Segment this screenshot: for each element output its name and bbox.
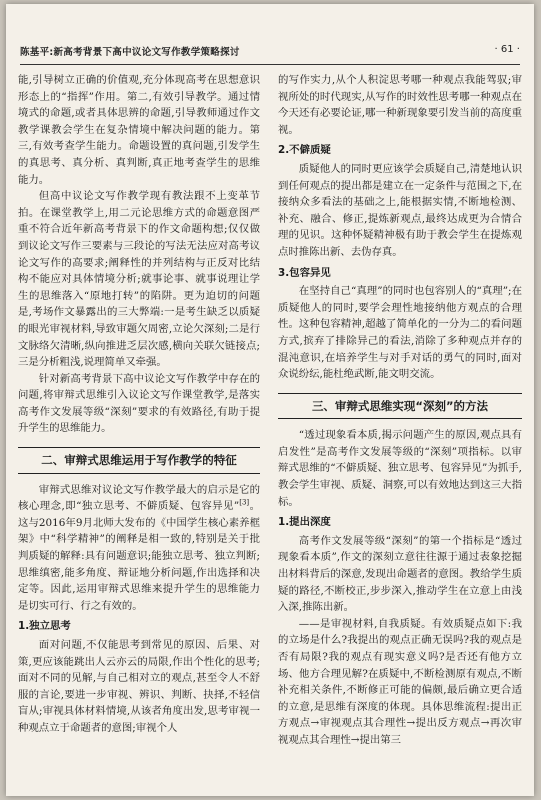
page-number: · 61 · bbox=[494, 44, 520, 55]
paragraph: 高考作文发展等级“深刻”的第一个指标是“透过现象看本质”,作文的深刻立意往往源于通过表象挖掘出材料背后的深意,发现出命题者的意图。教给学生质疑的路径,不断校正,步步深入,推动学生在立意上由浅入深,推陈出新。 bbox=[278, 534, 522, 614]
left-column bbox=[18, 72, 260, 786]
subsection-heading: 2.不僻质疑 bbox=[278, 144, 331, 157]
paragraph: 在坚持自己“真理”的同时也包容别人的“真理”;在质疑他人的同时,要学会理性地接纳他方观点的合理性。这种包容精神,超越了简单化的一分为二的看问题方式,摈弃了排除异己的看法,消除了多种观点并存的混沌意识,在培养学生与对手对话的勇气的同时,面对众说纷纭,能杜绝武断,能文明交流。 bbox=[278, 285, 522, 381]
section-heading: 二、审辩式思维运用于写作教学的特征 bbox=[18, 447, 260, 474]
paragraph: 的写作实力,从个人积淀思考哪一种观点我能驾驭;审视所处的时代现实,从写作的时效性思考哪一种观点在今天还有必要论证,哪一种新现象要引发当前的高度重视。 bbox=[278, 74, 522, 136]
running-title: 陈基平:新高考背景下高中议论文写作教学策略探讨 bbox=[20, 47, 240, 58]
paragraph: 能,引导树立正确的价值观,充分体现高考在思想意识形态上的“指挥”作用。第二,有效引导教学。通过情境式的命题,或者具体思辨的命题,引导教师通过作文教学课教会学生在复杂情境中解决问题的能力。第三,有效考查学生能力。命题设置的真问题,引发学生的真思考、真分析、真判断,真正地考查学生的思维能力。 bbox=[18, 74, 260, 186]
subsection-heading: 1.提出深度 bbox=[278, 516, 331, 529]
journal-page bbox=[6, 4, 534, 796]
running-header bbox=[20, 42, 520, 65]
paragraph: 质疑他人的同时更应该学会质疑自己,清楚地认识到任何观点的提出都是建立在一定条件与范围之下,在接纳众多看法的基础之上,能根据实情,不断地检测、补充、融合、修正,提炼新观点,最终达成更为合情合理的见识。这种怀疑精神极有助于教会学生在提炼观点时推陈出新、去伪存真。 bbox=[278, 162, 522, 258]
right-column bbox=[278, 72, 522, 786]
subsection-heading: 1.独立思考 bbox=[18, 620, 71, 633]
paragraph-text: 审辩式思维对议论文写作教学最大的启示是它的核心理念,即“独立思考、不僻质疑、包容异见” bbox=[18, 483, 260, 513]
subsection-heading: 3.包容异见 bbox=[278, 266, 331, 279]
section-heading: 三、审辩式思维实现“深刻”的方法 bbox=[278, 393, 522, 420]
paragraph-text: 。这与2016年9月北师大发布的《中国学生核心素养框架》中“科学精神”的阐释是相一致的,特别是关于批判质疑的解释:具有问题意识;能独立思考、独立判断;思维缜密,能多角度、辩证地分析问题,作出选择和决定等。因此,运用审辩式思维来提升学生的思维能力是切实可行、行之有效的。 bbox=[18, 500, 260, 612]
paragraph: ——是审视材料,自我质疑。有效质疑点如下:我的立场是什么?我提出的观点正确无误吗?我的观点是否有局限?我的观点有现实意义吗?是否还有他方立场、他方合理见解?在质疑中,不断检测原有观点,不断补充相关条件,不断修正可能的偏颇,最后确立更合适的立意,是思维有深度的体现。具体思维流程:提出正方观点→审视观点其合理性→提出反方观点→再次审视观点其合理性→提出第三 bbox=[278, 617, 522, 746]
citation-ref: [3] bbox=[239, 498, 250, 507]
paragraph: “透过现象看本质,揭示问题产生的原因,观点具有启发性”是高考作文发展等级的“深刻”项指标。以审辩式思维的“不僻质疑、独立思考、包容异见”为抓手,教会学生审视、质疑、洞察,可以有效地达到这三大指标。 bbox=[278, 429, 522, 508]
paragraph bbox=[18, 482, 260, 615]
paragraph: 针对新高考背景下高中议论文写作教学中存在的问题,将审辩式思维引入议论文写作课堂教学,是落实高考作文发展等级“深刻”要求的有效路径,有助于提升学生的思维能力。 bbox=[18, 372, 260, 435]
paragraph: 面对问题,不仅能思考到常见的原因、后果、对策,更应该能跳出人云亦云的局限,作出个性化的思考;面对不同的见解,与自己相对立的观点,甚至令人不舒服的言论,要进一步审视、辨识、判断、抉择,不轻信盲从;审视具体材料情境,从该者角度出发,思考审视一种观点立于命题者的意图;审视个人 bbox=[18, 639, 260, 734]
paragraph: 但高中议论文写作教学现有教法跟不上变革节拍。在课堂教学上,用二元论思维方式的命题意图严重不符合近年新高考背景下的作文命题构想;仅仅做到议论文写作三要素与三段论的写法无法应对高考议论文写作的高要求;阐释性的并列结构与正反对比结构不能应对具体情境分析;就事论事、就事说理让学生的思维落入“原地打转”的陷阱。更为迫切的问题是,考场作文暴露出的三大弊端:一是考生缺乏以质疑的眼光审视材料,导致审题欠周密,立论欠深刻;二是行文脉络欠清晰,纵向推进乏层次感,横向关联欠链接点;三是分析粗浅,说理简单又牵强。 bbox=[18, 190, 260, 369]
